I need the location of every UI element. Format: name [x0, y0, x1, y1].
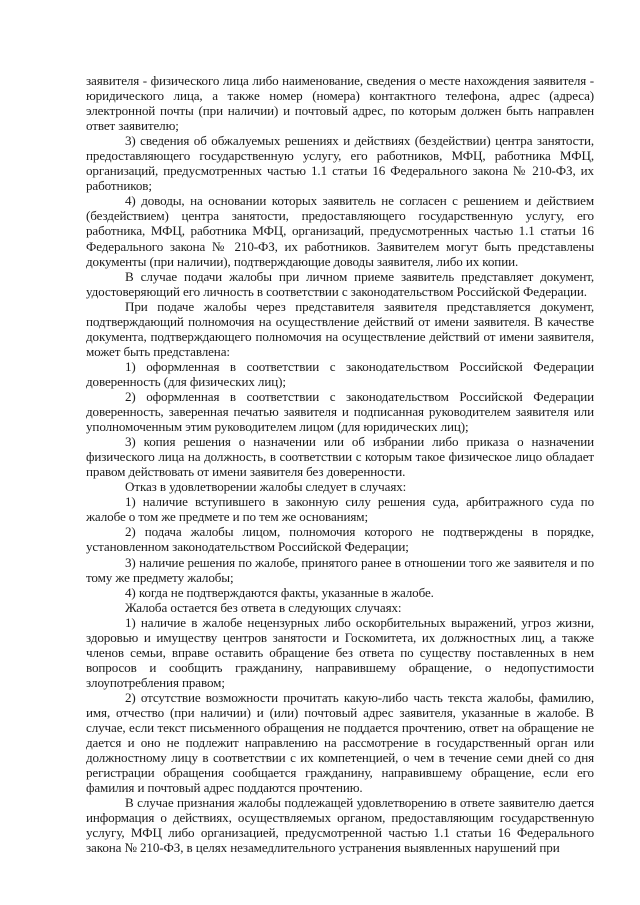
paragraph-refusal-heading: Отказ в удовлетворении жалобы следует в случаях:: [125, 479, 407, 495]
paragraph-no-answer-heading: Жалоба остается без ответа в следующих случаях:: [125, 599, 402, 615]
paragraph-satisfied: В случае признания жалобы подлежащей удовлетворению в ответе заявителю дается информация о действиях, осуществляемых органом, предоставляющим государственную услугу, МФЦ либо организацией, предусмотренной частью 1.1 статьи 16 Федерального закона № 210-ФЗ, в целях незамедлительного устранения выявленных нарушений при: [86, 795, 594, 856]
paragraph-refusal-facts: 4) когда не подтверждаются факты, указанные в жалобе.: [125, 584, 434, 600]
paragraph-refusal-court: 1) наличие вступившего в законную силу решения суда, арбитражного суда по жалобе о том же предмете и по тем же основаниям;: [86, 494, 594, 525]
paragraph-refusal-prior-decision: 3) наличие решения по жалобе, принятого ранее в отношении того же заявителя и по тому же предмету жалобы;: [86, 554, 594, 585]
paragraph-representative: При подаче жалобы через представителя заявителя представляется документ, подтверждающий полномочия на осуществление действий от имени заявителя. В качестве документа, подтверждающего полномочия на осуществление действий от имени заявителя, может быть представлена:: [86, 298, 594, 359]
paragraph-refusal-authority: 2) подача жалобы лицом, полномочия которого не подтверждены в порядке, установленном законодательством Российской Федерации;: [86, 524, 594, 555]
paragraph-appealed-decisions: 3) сведения об обжалуемых решениях и действиях (бездействии) центра занятости, предоставляющего государственную услугу, его работников, МФЦ, работника МФЦ, организаций, предусмотренных частью 1.1 статьи 16 Федерального закона № 210-ФЗ, их работников;: [86, 133, 594, 194]
paragraph-rep-legal-entity: 2) оформленная в соответствии с законодательством Российской Федерации доверенность, заверенная печатью заявителя и подписанная руководителем заявителя или уполномоченным этим руководителем лицом (для юридических лиц);: [86, 388, 594, 435]
paragraph-personal-reception: В случае подачи жалобы при личном приеме заявитель представляет документ, удостоверяющий его личность в соответствии с законодательством Российской Федерации.: [86, 268, 594, 299]
paragraph-applicant-details: заявителя - физического лица либо наименование, сведения о месте нахождения заявителя - юридического лица, а также номер (номера) контактного телефона, адрес (адреса) электронной почты (при наличии) и почтовый адрес, по которым должен быть направлен ответ заявителю;: [86, 73, 594, 134]
paragraph-no-answer-offensive: 1) наличие в жалобе нецензурных либо оскорбительных выражений, угроз жизни, здоровью и имуществу центров занятости и Госкомитета, их должностных лиц, а также членов семьи, вправе оставить обращение без ответа по существу поставленных в нем вопросов и сообщить гражданину, направившему обращение, о недопустимости злоупотребления правом;: [86, 614, 594, 690]
paragraph-rep-individual: 1) оформленная в соответствии с законодательством Российской Федерации доверенность (для физических лиц);: [86, 358, 594, 389]
paragraph-arguments: 4) доводы, на основании которых заявитель не согласен с решением и действием (бездействием) центра занятости, предоставляющего государственную услугу, его работника, МФЦ, работника МФЦ, организаций, предусмотренных частью 1.1 статьи 16 Федерального закона № 210-ФЗ, их работников. Заявителем могут быть представлены документы (при наличии), подтверждающие доводы заявителя, либо их копии.: [86, 193, 594, 269]
paragraph-rep-appointment: 3) копия решения о назначении или об избрании либо приказа о назначении физического лица на должность, в соответствии с которым такое физическое лицо обладает правом действовать от имени заявителя без доверенности.: [86, 434, 594, 480]
document-body: [86, 73, 594, 855]
paragraph-no-answer-unreadable: 2) отсутствие возможности прочитать какую-либо часть текста жалобы, фамилию, имя, отчество (при наличии) и (или) почтовый адрес заявителя, указанные в жалобе. В случае, если текст письменного обращения не поддается прочтению, ответ на обращение не дается и оно не подлежит направлению на рассмотрение в государственный орган или должностному лицу в соответствии с их компетенцией, о чем в течение семи дней со дня регистрации обращения сообщается гражданину, направившему обращение, если его фамилия и почтовый адрес поддаются прочтению.: [86, 689, 594, 796]
